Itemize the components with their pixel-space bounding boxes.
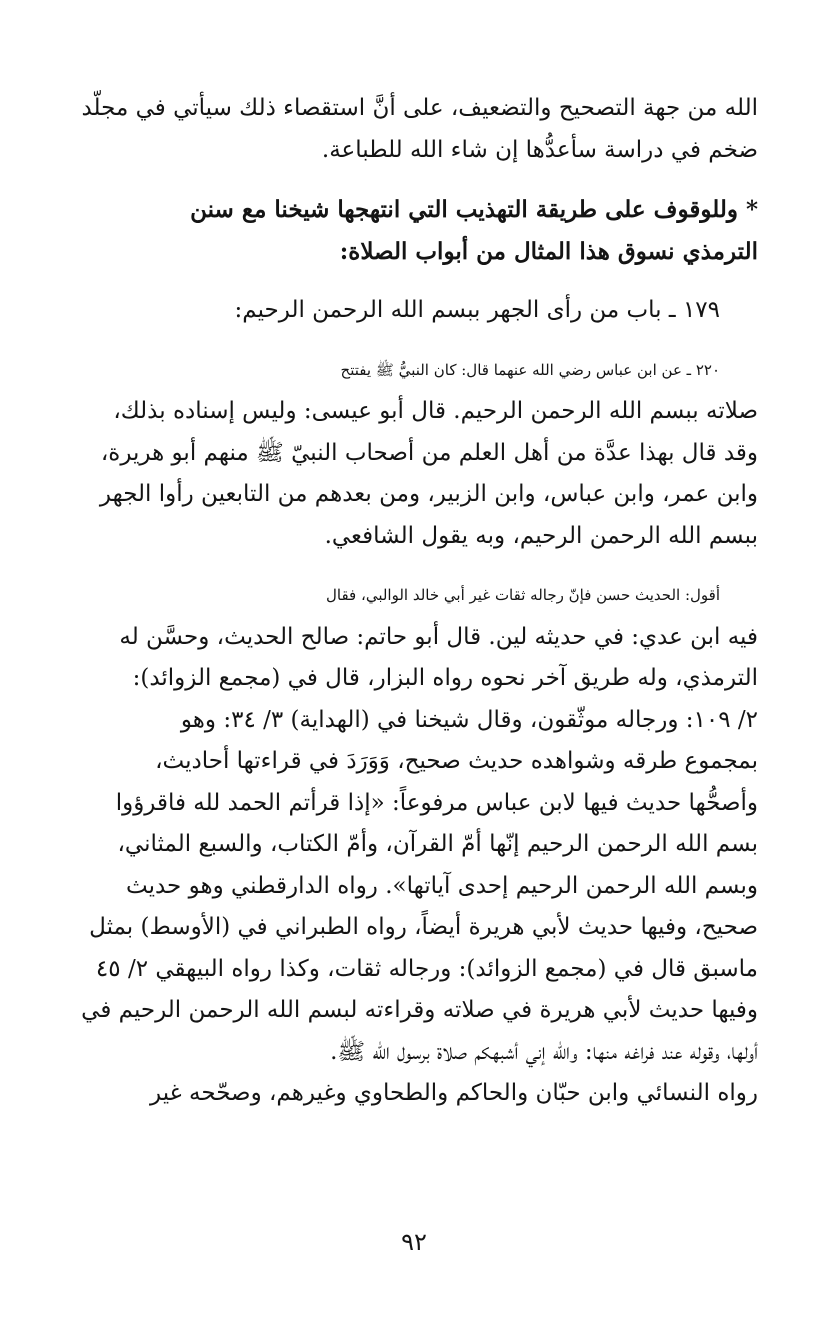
hadith-paragraph — [80, 350, 758, 558]
text-line: ضخم في دراسة سأعدُّها إن شاء الله للطباعة. — [321, 136, 758, 163]
text-line: * وللوقوف على طريقة التهذيب التي انتهجها شيخنا مع سنن — [190, 196, 758, 223]
chapter-heading — [80, 290, 758, 332]
notice-paragraph — [80, 189, 758, 272]
text-line: رواه النسائي وابن حبّان والحاكم والطحاوي وغيرهم، وصحّحه غير — [150, 1080, 758, 1106]
intro-paragraph — [80, 88, 758, 171]
text-line: وفيها حديث لأبي هريرة في صلاته وقراءته لبسم الله الرحمن الرحيم في — [81, 997, 758, 1023]
page-body — [80, 88, 758, 1115]
text-line: ١٧٩ ـ باب من رأى الجهر ببسم الله الرحمن الرحيم: — [234, 297, 720, 323]
commentary-paragraph — [80, 575, 758, 1115]
text-line: وبسم الله الرحمن الرحيم إحدى آياتها». رواه الدارقطني وهو حديث — [125, 872, 758, 899]
text-line: وأصحُّها حديث فيها لابن عباس مرفوعاً: «إذا قرأتم الحمد لله فاقرؤوا — [115, 789, 758, 816]
text-line: ببسم الله الرحمن الرحيم، وبه يقول الشافعي. — [324, 522, 758, 549]
text-line: وقد قال بهذا عدَّة من أهل العلم من أصحاب النبيّ ﷺ منهم أبو هريرة، — [100, 439, 758, 466]
text-line: أقول: الحديث حسن فإنّ رجاله ثقات غير أبي خالد الوالبي، فقال — [326, 586, 720, 604]
text-line: صلاته ببسم الله الرحمن الرحيم. قال أبو عيسى: وليس إسناده بذلك، — [113, 398, 758, 424]
text-line: صحيح، وفيها حديث لأبي هريرة أيضاً، رواه الطبراني في (الأوسط) بمثل — [89, 914, 758, 940]
text-line: فيه ابن عدي: في حديثه لين. قال أبو حاتم: صالح الحديث، وحسَّن له — [119, 623, 758, 650]
text-line: وابن عمر، وابن عباس، وابن الزبير، ومن بعدهم من التابعين رأوا الجهر — [99, 481, 758, 507]
text-line: ٢٢٠ ـ عن ابن عباس رضي الله عنهما قال: كان النبيُّ ﷺ يفتتح — [340, 360, 720, 379]
text-line: الترمذي نسوق هذا المثال من أبواب الصلاة: — [339, 237, 758, 265]
text-line: أولها، وقوله عند فراغه منها: والله إني أشبهكم صلاة برسول الله ﷺ. — [330, 1038, 758, 1065]
text-line: الترمذي، وله طريق آخر نحوه رواه البزار، قال في (مجمع الزوائد): — [132, 665, 758, 691]
text-line: الله من جهة التصحيح والتضعيف، على أنَّ استقصاء ذلك سيأتي في مجلّد — [81, 95, 758, 121]
page-number: ٩٢ — [401, 1228, 427, 1256]
text-line: ٢/ ١٠٩: ورجاله موثّقون، وقال شيخنا في (الهداية) ٣/ ٣٤: وهو — [180, 706, 758, 733]
text-line: ماسبق قال في (مجمع الزوائد): ورجاله ثقات، وكذا رواه البيهقي ٢/ ٤٥ — [95, 955, 758, 982]
text-line: بمجموع طرقه وشواهده حديث صحيح، وَوَرَدَ في قراءتها أحاديث، — [155, 748, 758, 774]
text-line: بسم الله الرحمن الرحيم إنّها أمّ القرآن، وأمّ الكتاب، والسبع المثاني، — [117, 831, 758, 857]
